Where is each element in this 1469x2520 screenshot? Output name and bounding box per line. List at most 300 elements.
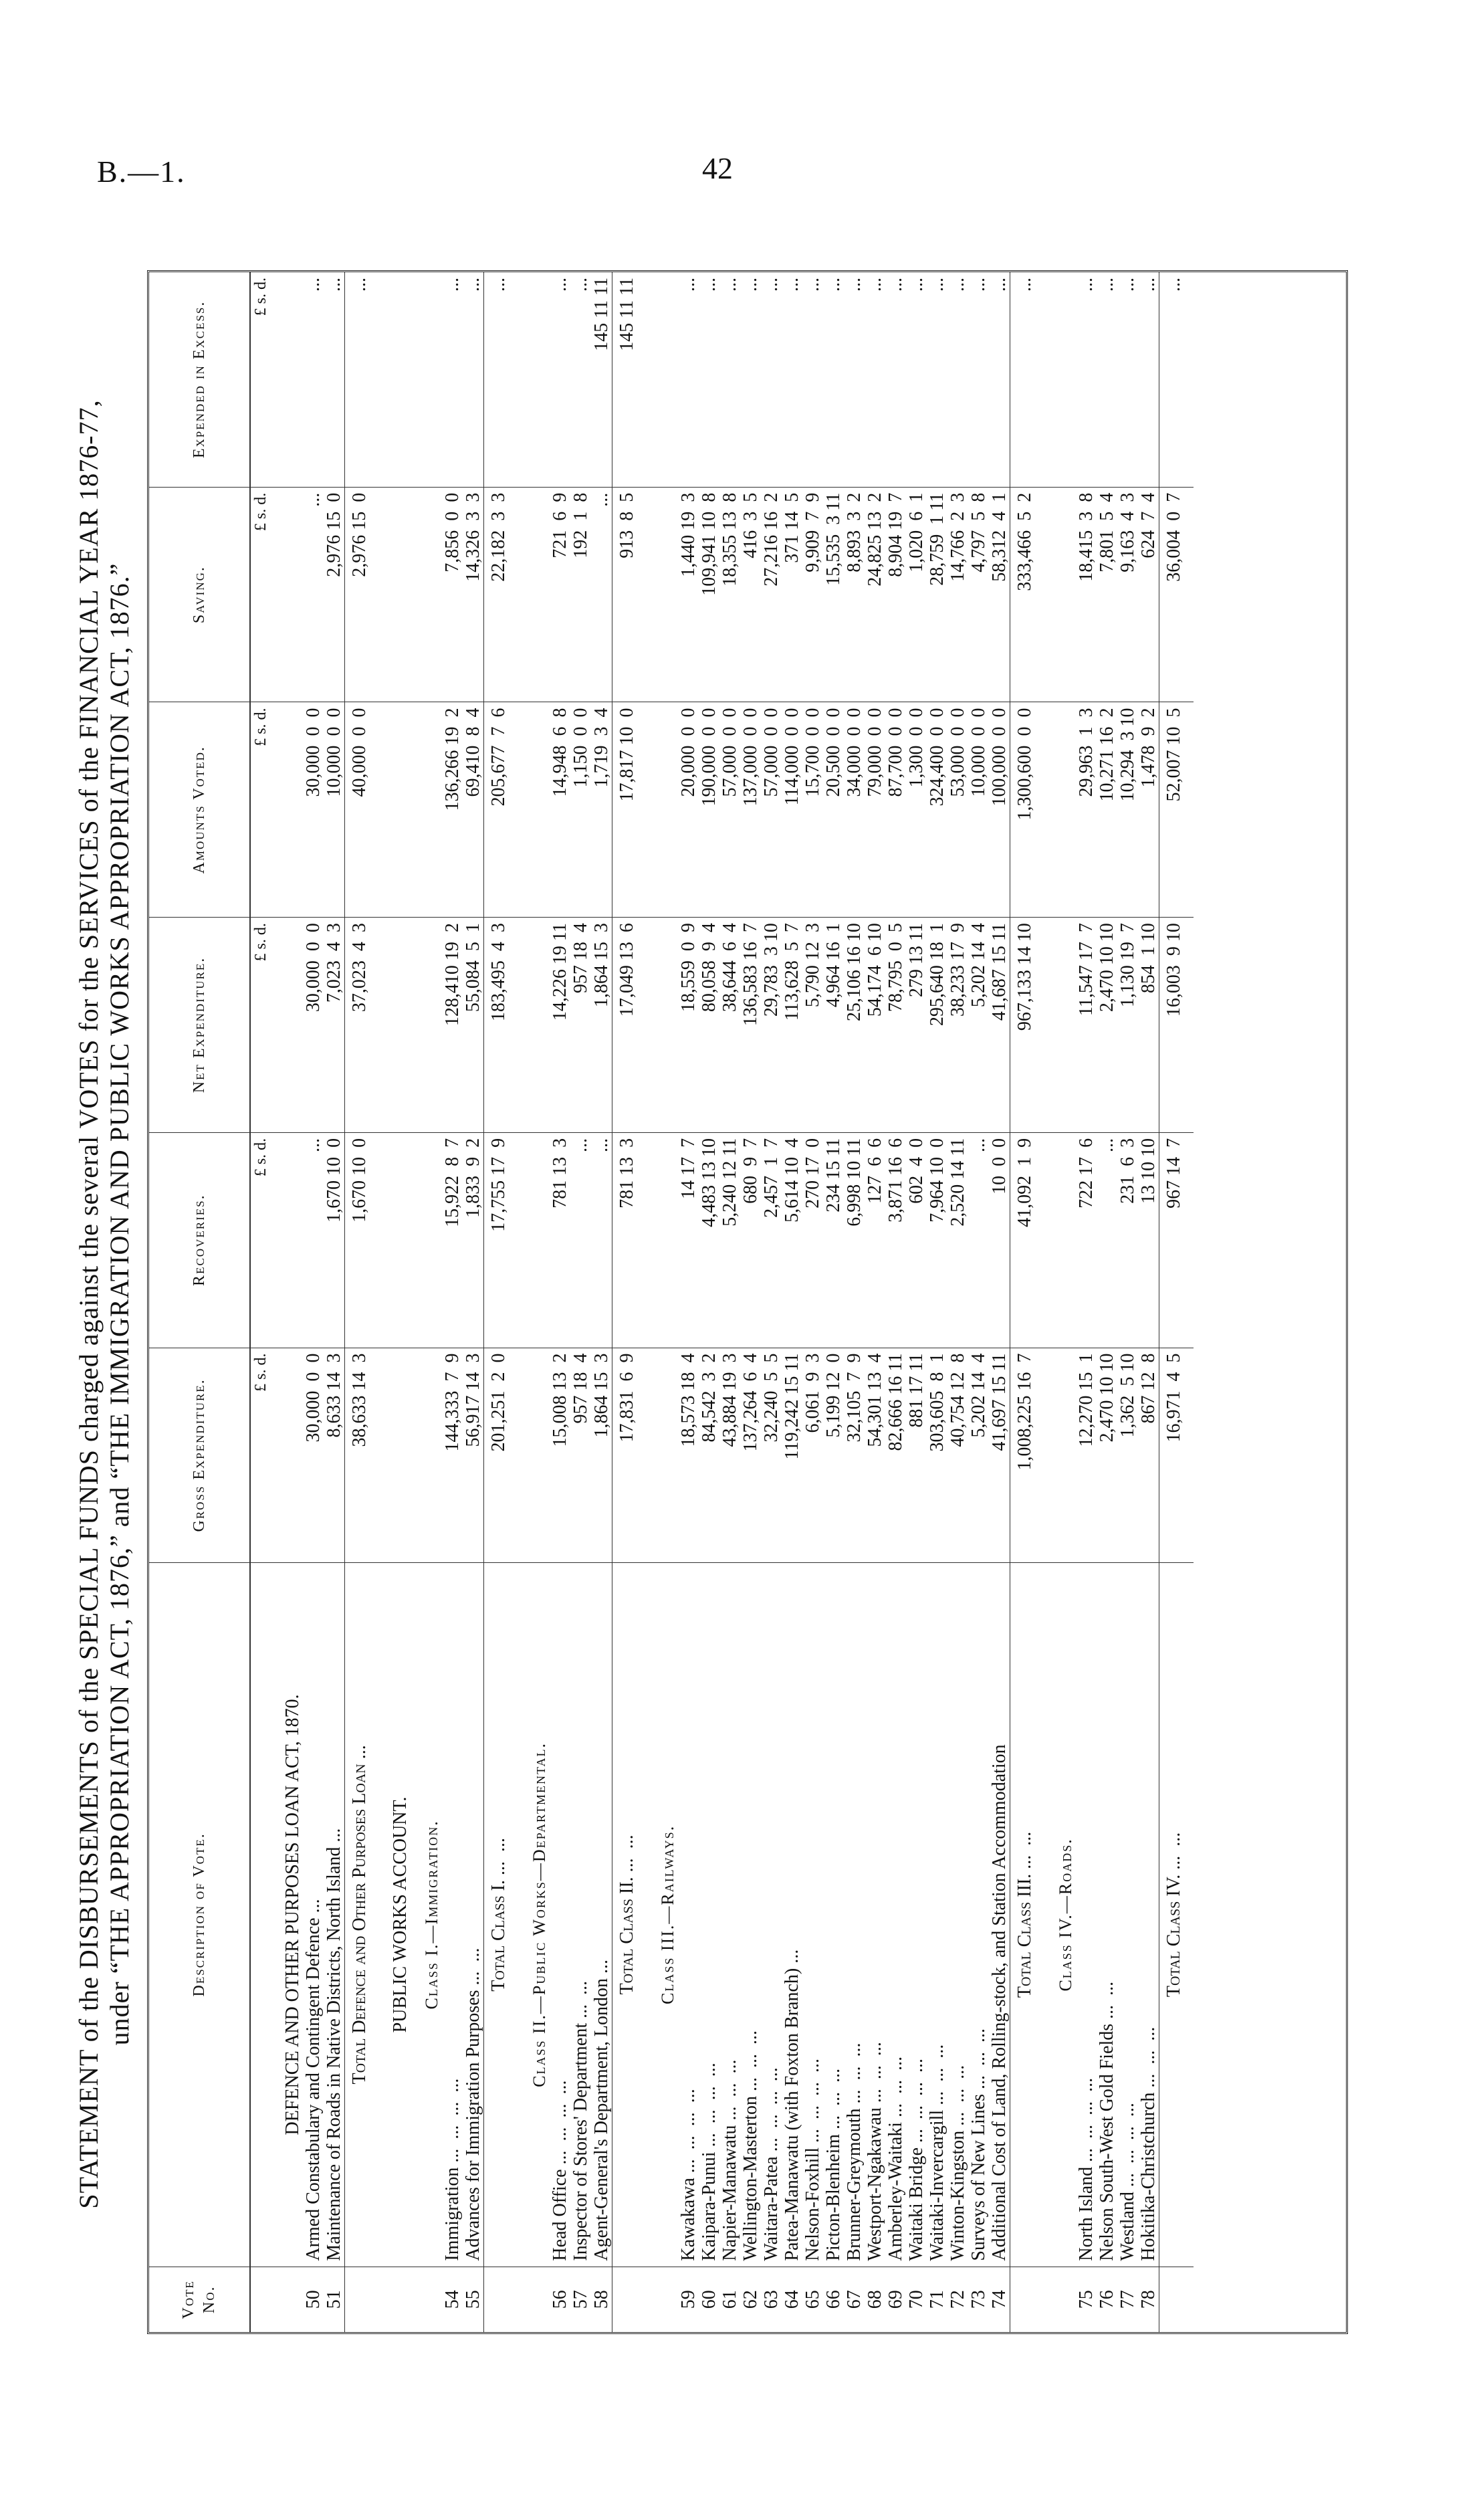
class-heading: Class III.—Railways. [647, 1563, 678, 2267]
vote-number: 61 [719, 2267, 740, 2332]
amount-excess: ... [1097, 278, 1117, 292]
amount-net: 1,864 15 3 [591, 918, 612, 1133]
amount-voted: 1,719 3 4 [591, 702, 612, 918]
amount-rec: 13 10 10 [1138, 1132, 1159, 1348]
vote-description: Westland ... ... ... ... [1117, 1563, 1138, 2267]
section-heading-row [379, 272, 411, 2332]
units-voted: £ s. d. [250, 702, 271, 918]
vote-description: Brunner-Greymouth ... ... ... [844, 1563, 865, 2267]
amount-net: 113,628 5 7 [782, 918, 802, 1133]
amount-voted: 53,000 0 0 [947, 702, 968, 918]
amount-gross: 1,864 15 3 [591, 1348, 612, 1563]
amount-saving: 624 7 4 [1138, 487, 1159, 702]
amount-excess: 145 11 11 [612, 272, 647, 487]
table-row [442, 272, 463, 2332]
amount-voted: 1,300 0 0 [906, 702, 927, 918]
amount-excess: ... [570, 278, 591, 292]
amount-rec: 7,964 10 0 [927, 1132, 947, 1348]
vote-number: 51 [324, 2267, 345, 2332]
amount-excess: ... [719, 278, 740, 292]
amount-voted: 10,000 0 0 [324, 702, 345, 918]
units-gross: £ s. d. [250, 1348, 271, 1563]
vote-number [1010, 2267, 1045, 2332]
vote-number: 76 [1097, 2267, 1117, 2332]
table-row [1097, 272, 1117, 2332]
vote-description: Total Defence and Other Purposes Loan ... [345, 1563, 380, 2267]
amount-net: 1,130 19 7 [1117, 918, 1138, 1133]
amount-saving: ... [591, 487, 612, 702]
amount-gross: 82,666 16 11 [885, 1348, 906, 1563]
amount-gross: 1,008,225 16 7 [1010, 1348, 1045, 1563]
title-line-1: STATEMENT of the DISBURSEMENTS of the SPECIAL FUNDS charged against the several VOTES for the SERVICES of the FINANCIAL YEAR 1876-77, [74, 399, 104, 2209]
vote-number: 55 [463, 2267, 484, 2332]
amount-voted: 10,000 0 0 [968, 702, 989, 918]
vote-number: 64 [782, 2267, 802, 2332]
amount-saving: 14,326 3 3 [463, 487, 484, 702]
amount-gross: 32,240 5 5 [761, 1348, 782, 1563]
vote-description: Head Office ... ... ... ... [550, 1563, 570, 2267]
total-row [1159, 272, 1194, 2332]
amount-saving: 22,182 3 3 [484, 487, 519, 702]
table-row [1117, 272, 1138, 2332]
amount-net: 37,023 4 3 [345, 918, 380, 1133]
amount-voted: 1,150 0 0 [570, 702, 591, 918]
page-number: 42 [702, 151, 733, 185]
amount-rec: ... [570, 1132, 591, 1348]
amount-rec: ... [1097, 1132, 1117, 1348]
table-row [678, 272, 699, 2332]
amount-gross: 54,301 13 4 [865, 1348, 885, 1563]
amount-saving: 27,216 16 2 [761, 487, 782, 702]
amount-net: 183,495 4 3 [484, 918, 519, 1133]
class-heading-row [518, 272, 550, 2332]
vote-description: Patea-Manawatu (with Foxton Branch) ... [782, 1563, 802, 2267]
amount-saving: ... [303, 487, 324, 702]
amount-rec: 270 17 0 [802, 1132, 823, 1348]
section-heading-row [271, 272, 303, 2332]
amount-gross: 119,242 15 11 [782, 1348, 802, 1563]
amount-gross: 12,270 15 1 [1076, 1348, 1097, 1563]
amount-rec: 967 14 7 [1159, 1132, 1194, 1348]
amount-rec: 231 6 3 [1117, 1132, 1138, 1348]
amount-voted: 100,000 0 0 [989, 702, 1010, 918]
table-row [303, 272, 324, 2332]
amount-saving: 14,766 2 3 [947, 487, 968, 702]
amount-rec: 4,483 13 10 [699, 1132, 719, 1348]
amount-excess: ... [947, 278, 968, 292]
amount-gross: 15,008 13 2 [550, 1348, 570, 1563]
amount-excess: ... [989, 278, 1010, 292]
vote-number [1159, 2267, 1194, 2332]
amount-excess: ... [906, 278, 927, 292]
amount-rec: ... [591, 1132, 612, 1348]
table-row [761, 272, 782, 2332]
amount-voted: 20,500 0 0 [823, 702, 844, 918]
amount-net: 5,790 12 3 [802, 918, 823, 1133]
amount-net: 17,049 13 6 [612, 918, 647, 1133]
amount-saving: 4,797 5 8 [968, 487, 989, 702]
table-row [823, 272, 844, 2332]
amount-excess: ... [865, 278, 885, 292]
table-row [865, 272, 885, 2332]
vote-description: Winton-Kingston ... ... ... [947, 1563, 968, 2267]
amount-gross: 6,061 9 3 [802, 1348, 823, 1563]
amount-excess: ... [442, 278, 463, 292]
table-row [782, 272, 802, 2332]
vote-description: Waitaki-Invercargill ... ... ... [927, 1563, 947, 2267]
amount-rec: ... [303, 1132, 324, 1348]
document-reference: B.—1. [97, 154, 186, 189]
amount-saving: 18,415 3 8 [1076, 487, 1097, 702]
amount-voted: 20,000 0 0 [678, 702, 699, 918]
amount-net: 18,559 0 9 [678, 918, 699, 1133]
amount-rec: 6,998 10 11 [844, 1132, 865, 1348]
vote-description: Total Class I. ... ... [484, 1563, 519, 2267]
table-body [271, 272, 1194, 2332]
amount-gross: 5,199 12 0 [823, 1348, 844, 1563]
amount-voted: 136,266 19 2 [442, 702, 463, 918]
vote-number: 50 [303, 2267, 324, 2332]
amount-rec: 10 0 0 [989, 1132, 1010, 1348]
amount-rec: 781 13 3 [612, 1132, 647, 1348]
amount-net: 30,000 0 0 [303, 918, 324, 1133]
vote-description: Maintenance of Roads in Native Districts, North Island ... [324, 1563, 345, 2267]
amount-rec: 234 15 11 [823, 1132, 844, 1348]
units-excess: £ s. d. [252, 278, 269, 316]
amount-saving: 2,976 15 0 [345, 487, 380, 702]
total-row [484, 272, 519, 2332]
amount-rec: 127 6 6 [865, 1132, 885, 1348]
amount-excess: ... [1076, 278, 1097, 292]
class-heading-row [647, 272, 678, 2332]
table-row [1076, 272, 1097, 2332]
amount-gross: 137,264 6 4 [740, 1348, 761, 1563]
amount-gross: 5,202 14 4 [968, 1348, 989, 1563]
amount-voted: 57,000 0 0 [719, 702, 740, 918]
table-row [1138, 272, 1159, 2332]
vote-number: 62 [740, 2267, 761, 2332]
amount-gross: 18,573 18 4 [678, 1348, 699, 1563]
table-row [906, 272, 927, 2332]
amount-rec: 5,240 12 11 [719, 1132, 740, 1348]
amount-gross: 201,251 2 0 [484, 1348, 519, 1563]
vote-description: North Island ... ... ... ... [1076, 1563, 1097, 2267]
vote-description: Surveys of New Lines ... ... ... [968, 1563, 989, 2267]
amount-excess: ... [823, 278, 844, 292]
amount-saving: 333,466 5 2 [1010, 487, 1045, 702]
vote-number [484, 2267, 519, 2332]
vote-description: Immigration ... ... ... ... [442, 1563, 463, 2267]
amount-rec: 15,922 8 7 [442, 1132, 463, 1348]
statement-table-frame [147, 270, 1348, 2334]
vote-number: 78 [1138, 2267, 1159, 2332]
amount-net: 55,084 5 1 [463, 918, 484, 1133]
amount-gross: 8,633 14 3 [324, 1348, 345, 1563]
table-row [885, 272, 906, 2332]
amount-excess: ... [303, 278, 324, 292]
vote-number: 73 [968, 2267, 989, 2332]
amount-saving: 109,941 10 8 [699, 487, 719, 702]
amount-rec: 5,614 10 4 [782, 1132, 802, 1348]
units-saving: £ s. d. [250, 487, 271, 702]
amount-excess: ... [885, 278, 906, 292]
col-gross: Gross Expenditure. [149, 1348, 250, 1563]
col-vote-no: Vote No. [149, 2267, 250, 2332]
amount-voted: 69,410 8 4 [463, 702, 484, 918]
header-row [149, 272, 250, 2332]
table-row [591, 272, 612, 2332]
table-row [802, 272, 823, 2332]
vote-description: Agent-General's Department, London ... [591, 1563, 612, 2267]
amount-excess: ... [550, 278, 570, 292]
col-voted: Amounts Voted. [149, 702, 250, 918]
vote-description: Nelson South-West Gold Fields ... ... [1097, 1563, 1117, 2267]
vote-number: 59 [678, 2267, 699, 2332]
amount-excess: ... [968, 278, 989, 292]
units-net: £ s. d. [250, 918, 271, 1133]
amount-excess: ... [1159, 272, 1194, 487]
class-heading-row [1044, 272, 1076, 2332]
amount-voted: 137,000 0 0 [740, 702, 761, 918]
amount-saving: 7,801 5 4 [1097, 487, 1117, 702]
amount-rec: 1,833 9 2 [463, 1132, 484, 1348]
vote-number: 67 [844, 2267, 865, 2332]
amount-excess: ... [463, 278, 483, 292]
amount-net: 5,202 14 4 [968, 918, 989, 1133]
amount-voted: 52,007 10 5 [1159, 702, 1194, 918]
amount-voted: 29,963 1 3 [1076, 702, 1097, 918]
vote-number: 66 [823, 2267, 844, 2332]
amount-saving: 58,312 4 1 [989, 487, 1010, 702]
amount-net: 854 1 10 [1138, 918, 1159, 1133]
statement-title [74, 214, 135, 2394]
amount-gross: 881 17 11 [906, 1348, 927, 1563]
vote-number [612, 2267, 647, 2332]
table-row [927, 272, 947, 2332]
vote-description: Advances for Immigration Purposes ... ... [463, 1563, 484, 2267]
amount-rec: 2,457 1 7 [761, 1132, 782, 1348]
amount-gross: 38,633 14 3 [345, 1348, 380, 1563]
vote-description: Hokitika-Christchurch ... ... ... [1138, 1563, 1159, 2267]
table-row [947, 272, 968, 2332]
amount-net: 2,470 10 10 [1097, 918, 1117, 1133]
amount-voted: 15,700 0 0 [802, 702, 823, 918]
amount-saving: 7,856 0 0 [442, 487, 463, 702]
amount-voted: 324,400 0 0 [927, 702, 947, 918]
class-heading: Class IV.—Roads. [1044, 1563, 1076, 2267]
amount-rec: 781 13 3 [550, 1132, 570, 1348]
amount-voted: 34,000 0 0 [844, 702, 865, 918]
amount-voted: 79,000 0 0 [865, 702, 885, 918]
amount-rec: 41,092 1 9 [1010, 1132, 1045, 1348]
amount-net: 128,410 19 2 [442, 918, 463, 1133]
amount-excess: ... [927, 278, 947, 292]
amount-net: 41,687 15 11 [989, 918, 1010, 1133]
amount-voted: 10,294 3 10 [1117, 702, 1138, 918]
amount-saving: 1,440 19 3 [678, 487, 699, 702]
vote-description: Armed Constabulary and Contingent Defence ... [303, 1563, 324, 2267]
vote-number: 77 [1117, 2267, 1138, 2332]
amount-saving: 9,909 7 9 [802, 487, 823, 702]
amount-net: 38,644 6 4 [719, 918, 740, 1133]
class-heading-row [411, 272, 442, 2332]
units-recoveries: £ s. d. [250, 1132, 271, 1348]
amount-rec: 722 17 6 [1076, 1132, 1097, 1348]
amount-rec: 14 17 7 [678, 1132, 699, 1348]
amount-gross: 17,831 6 9 [612, 1348, 647, 1563]
amount-excess: 145 11 11 [591, 278, 612, 351]
amount-saving: 2,976 15 0 [324, 487, 345, 702]
vote-number: 72 [947, 2267, 968, 2332]
amount-gross: 16,971 4 5 [1159, 1348, 1194, 1563]
total-row [345, 272, 380, 2332]
section-heading: DEFENCE AND OTHER PURPOSES LOAN ACT, 1870. [271, 1563, 303, 2267]
table-row [550, 272, 570, 2332]
amount-rec: 2,520 14 11 [947, 1132, 968, 1348]
amount-saving: 18,355 13 8 [719, 487, 740, 702]
amount-rec: 1,670 10 0 [324, 1132, 345, 1348]
table-row [844, 272, 865, 2332]
vote-description: Nelson-Foxhill ... ... ... ... [802, 1563, 823, 2267]
amount-saving: 721 6 9 [550, 487, 570, 702]
vote-description: Napier-Manawatu ... ... ... [719, 1563, 740, 2267]
amount-excess: ... [484, 272, 519, 487]
vote-number: 75 [1076, 2267, 1097, 2332]
vote-number: 68 [865, 2267, 885, 2332]
amount-rec: ... [968, 1132, 989, 1348]
amount-net: 54,174 6 10 [865, 918, 885, 1133]
amount-net: 78,795 0 5 [885, 918, 906, 1133]
vote-description: Amberley-Waitaki ... ... ... [885, 1563, 906, 2267]
amount-voted: 1,478 9 2 [1138, 702, 1159, 918]
vote-number: 54 [442, 2267, 463, 2332]
amount-gross: 30,000 0 0 [303, 1348, 324, 1563]
amount-voted: 1,300,600 0 0 [1010, 702, 1045, 918]
amount-gross: 56,917 14 3 [463, 1348, 484, 1563]
amount-gross: 32,105 7 9 [844, 1348, 865, 1563]
amount-gross: 957 18 4 [570, 1348, 591, 1563]
table-row [463, 272, 484, 2332]
title-line-2: under “THE APPROPRIATION ACT, 1876,” and “THE IMMIGRATION AND PUBLIC WORKS APPROPRIATION ACT, 1876.” [104, 562, 134, 2046]
amount-excess: ... [782, 278, 802, 292]
vote-number: 58 [591, 2267, 612, 2332]
amount-excess: ... [1138, 278, 1159, 292]
amount-net: 16,003 9 10 [1159, 918, 1194, 1133]
class-heading: Class I.—Immigration. [411, 1563, 442, 2267]
class-heading: Class II.—Public Works—Departmental. [518, 1563, 550, 2267]
total-row [612, 272, 647, 2332]
amount-saving: 416 3 5 [740, 487, 761, 702]
vote-number: 69 [885, 2267, 906, 2332]
amount-saving: 1,020 6 1 [906, 487, 927, 702]
vote-description: Westport-Ngakawau ... ... ... [865, 1563, 885, 2267]
amount-gross: 303,605 8 1 [927, 1348, 947, 1563]
amount-voted: 17,817 10 0 [612, 702, 647, 918]
amount-gross: 40,754 12 8 [947, 1348, 968, 1563]
amount-gross: 2,470 10 10 [1097, 1348, 1117, 1563]
vote-number: 63 [761, 2267, 782, 2332]
amount-excess: ... [740, 278, 761, 292]
table-row [699, 272, 719, 2332]
amount-gross: 144,333 7 9 [442, 1348, 463, 1563]
amount-net: 295,640 18 1 [927, 918, 947, 1133]
vote-description: Total Class III. ... ... [1010, 1563, 1045, 2267]
amount-saving: 24,825 13 2 [865, 487, 885, 702]
amount-excess: ... [1117, 278, 1138, 292]
units-row [250, 272, 271, 2332]
vote-description: Inspector of Stores' Department ... ... [570, 1563, 591, 2267]
amount-net: 279 13 11 [906, 918, 927, 1133]
table-row [719, 272, 740, 2332]
amount-net: 38,233 17 9 [947, 918, 968, 1133]
amount-saving: 9,163 4 3 [1117, 487, 1138, 702]
amount-saving: 36,004 0 7 [1159, 487, 1194, 702]
amount-excess: ... [844, 278, 865, 292]
col-description: Description of Vote. [149, 1563, 250, 2267]
table-row [968, 272, 989, 2332]
amount-saving: 913 8 5 [612, 487, 647, 702]
amount-net: 967,133 14 10 [1010, 918, 1045, 1133]
table-row [989, 272, 1010, 2332]
amount-voted: 30,000 0 0 [303, 702, 324, 918]
amount-rec: 1,670 10 0 [345, 1132, 380, 1348]
amount-excess: ... [345, 272, 380, 487]
amount-gross: 43,884 19 3 [719, 1348, 740, 1563]
amount-excess: ... [324, 278, 344, 292]
amount-net: 14,226 19 11 [550, 918, 570, 1133]
disbursements-table [149, 272, 1194, 2332]
page-header [0, 0, 1469, 201]
amount-gross: 1,362 5 10 [1117, 1348, 1138, 1563]
vote-description: Wellington-Masterton ... ... ... [740, 1563, 761, 2267]
total-row [1010, 272, 1045, 2332]
vote-description: Waitaki Bridge ... ... ... ... [906, 1563, 927, 2267]
amount-saving: 192 1 8 [570, 487, 591, 702]
vote-number: 70 [906, 2267, 927, 2332]
amount-net: 11,547 17 7 [1076, 918, 1097, 1133]
table-row [324, 272, 345, 2332]
amount-gross: 41,697 15 11 [989, 1348, 1010, 1563]
vote-number: 71 [927, 2267, 947, 2332]
amount-net: 80,058 9 4 [699, 918, 719, 1133]
amount-gross: 867 12 8 [1138, 1348, 1159, 1563]
amount-voted: 40,000 0 0 [345, 702, 380, 918]
vote-description: Kawakawa ... ... ... ... [678, 1563, 699, 2267]
col-saving: Saving. [149, 487, 250, 702]
amount-saving: 8,893 3 2 [844, 487, 865, 702]
vote-description: Picton-Blenheim ... ... ... [823, 1563, 844, 2267]
vote-number: 60 [699, 2267, 719, 2332]
section-heading: PUBLIC WORKS ACCOUNT. [379, 1563, 411, 2267]
amount-excess: ... [699, 278, 719, 292]
amount-voted: 87,700 0 0 [885, 702, 906, 918]
amount-saving: 15,535 3 11 [823, 487, 844, 702]
amount-gross: 84,542 3 2 [699, 1348, 719, 1563]
amount-net: 4,964 16 1 [823, 918, 844, 1133]
amount-rec: 602 4 0 [906, 1132, 927, 1348]
table-row [740, 272, 761, 2332]
vote-description: Total Class IV. ... ... [1159, 1563, 1194, 2267]
amount-rec: 3,871 16 6 [885, 1132, 906, 1348]
amount-saving: 371 14 5 [782, 487, 802, 702]
amount-voted: 10,271 16 2 [1097, 702, 1117, 918]
table-row [570, 272, 591, 2332]
vote-description: Total Class II. ... ... [612, 1563, 647, 2267]
amount-net: 25,106 16 10 [844, 918, 865, 1133]
vote-description: Kaipara-Punui ... ... ... ... [699, 1563, 719, 2267]
vote-number [345, 2267, 380, 2332]
vote-number: 56 [550, 2267, 570, 2332]
